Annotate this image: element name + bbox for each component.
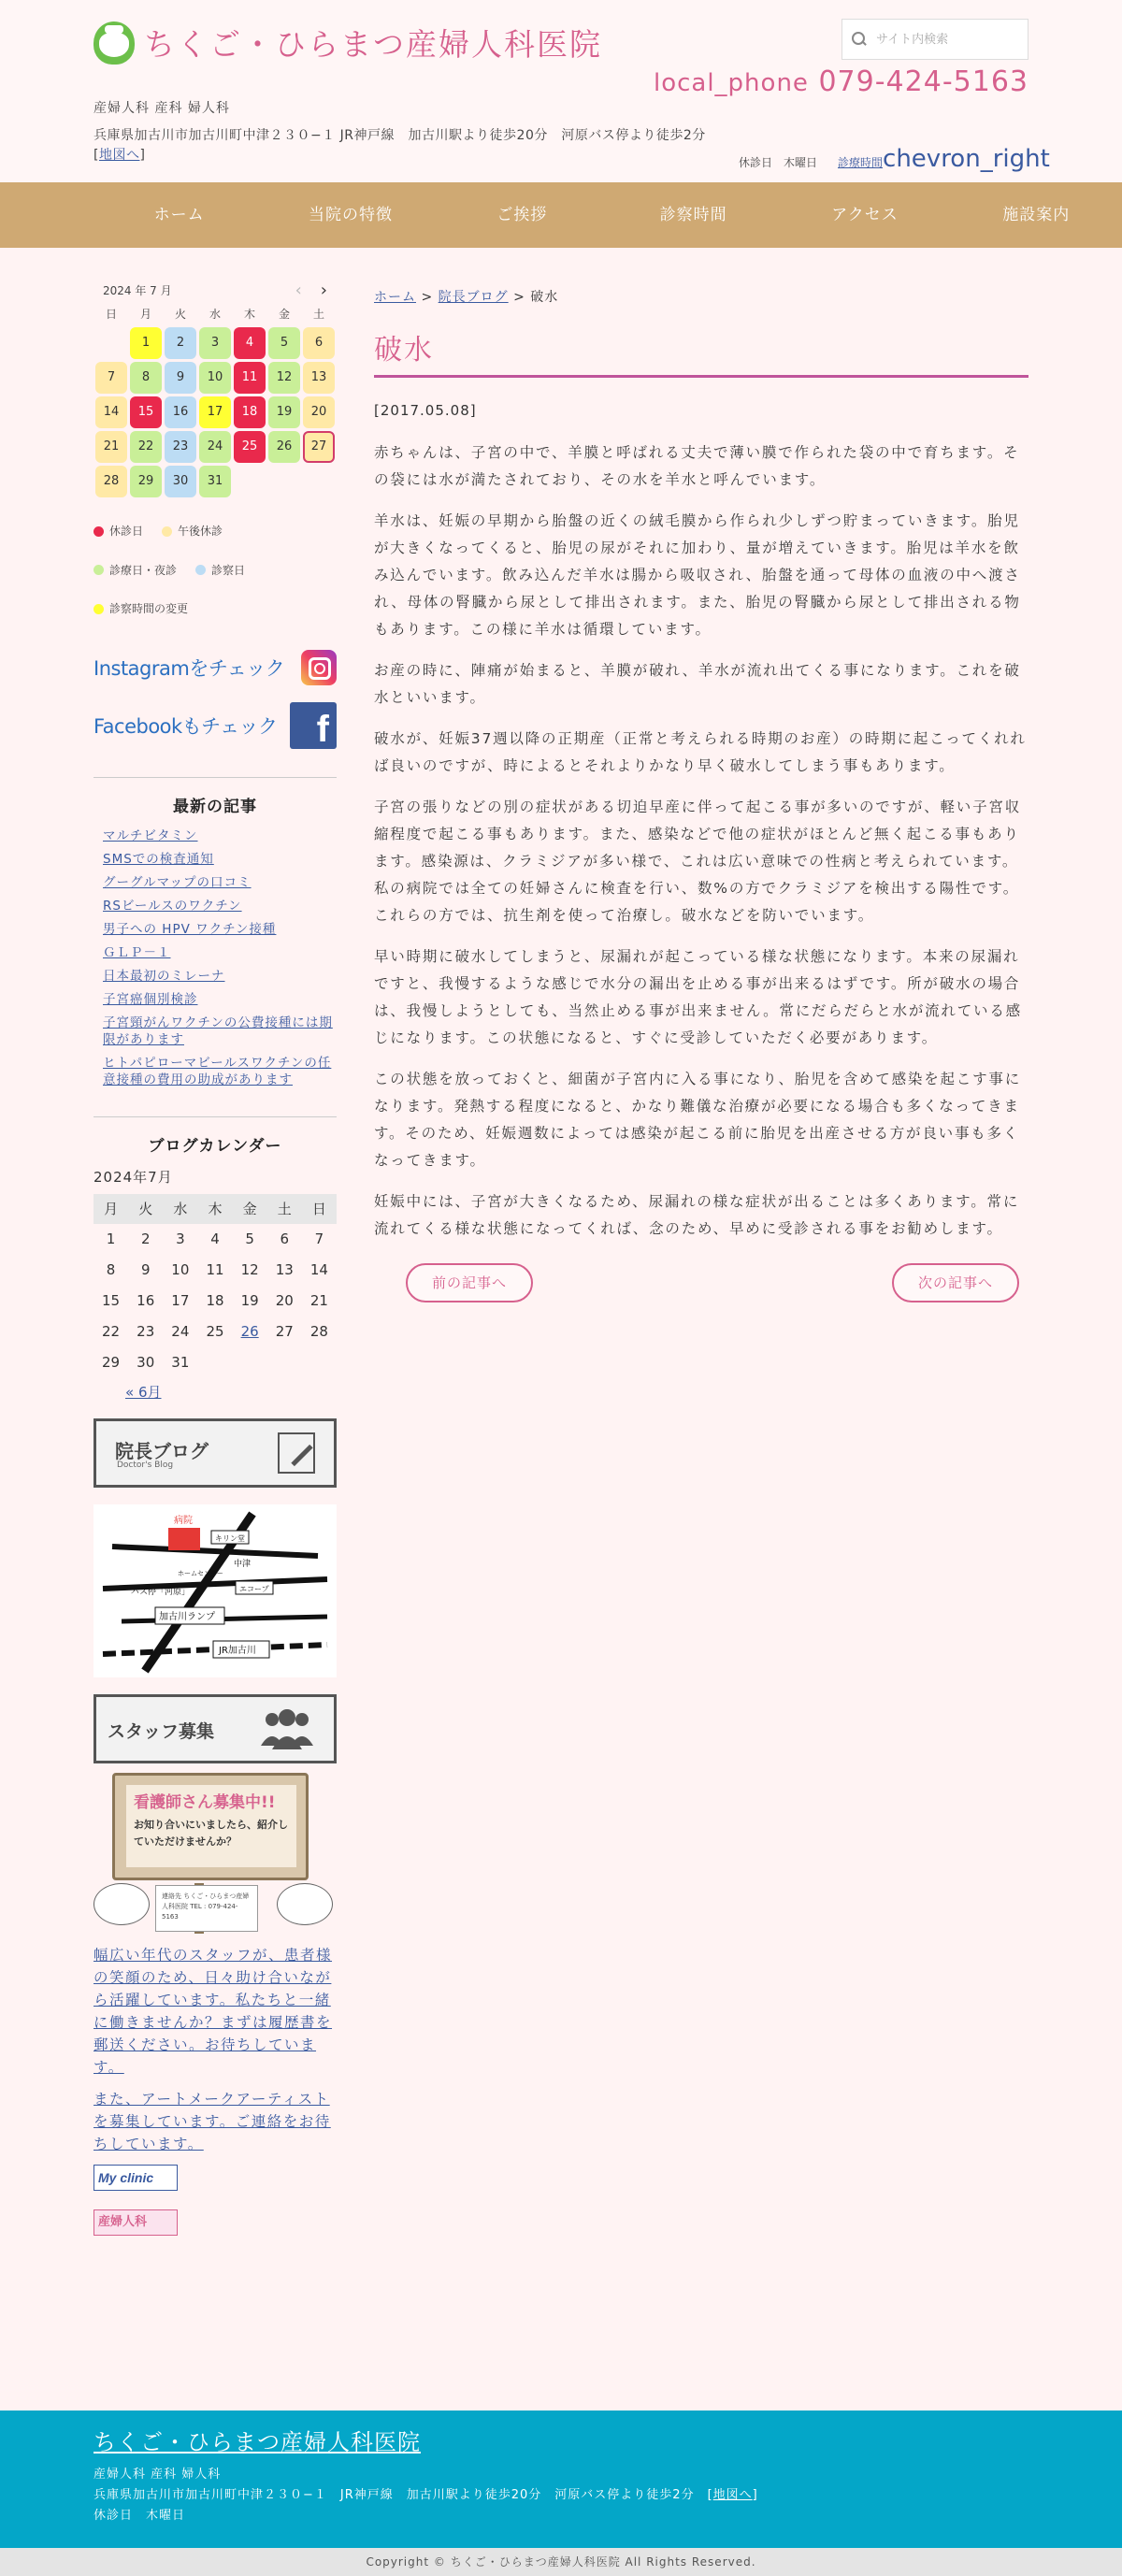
blog-calendar-day: 22 bbox=[102, 1323, 121, 1340]
calendar-day[interactable]: 29 bbox=[130, 466, 162, 497]
blog-calendar-day: 6 bbox=[280, 1230, 290, 1247]
sheep-illustration bbox=[94, 1883, 150, 1925]
calendar-weekday: 水 bbox=[209, 308, 221, 321]
post-paragraph: 早い時期に破水してしまうと、尿漏れが起こっている様な状態になります。本来の尿漏れですと、我慢するような感じで水分の漏出を止める事が出来るはずです。所が破水の場合は、我慢しようとしても、当然止める事が出来ません。常にだらだらと水が流れている感じになります。この状態になると、すぐに受診していただく必要があります。 bbox=[374, 948, 1022, 1046]
map-label-ramp: 加古川ランプ bbox=[159, 1611, 215, 1622]
calendar-day[interactable]: 12 bbox=[268, 362, 300, 394]
calendar-day[interactable]: 4 bbox=[234, 327, 266, 359]
calendar-weekday: 土 bbox=[312, 308, 324, 321]
instagram-link[interactable] bbox=[94, 650, 337, 685]
recent-post-item bbox=[103, 851, 337, 868]
calendar-day[interactable]: 21 bbox=[95, 431, 127, 463]
legend-dot-icon bbox=[162, 526, 172, 537]
site-logo[interactable] bbox=[94, 21, 602, 65]
recent-post-link[interactable]: RSビールスのワクチン bbox=[103, 898, 242, 914]
footer-address: 兵庫県加古川市加古川町中津２３０−１ JR神戸線 加古川駅より徒歩20分 河原バス停より徒歩2分 [地図へ] bbox=[94, 2488, 758, 2502]
nav-access[interactable]: アクセス bbox=[831, 206, 899, 224]
divider bbox=[94, 1116, 337, 1117]
post-paragraph: 子宮の張りなどの別の症状がある切迫早産に伴って起こる事が多いのですが、軽い子宮収縮程度で起こる事もあります。また、感染などで他の症状がほとんど無く起こる事もあります。感染源は、クラミジアが多い様で、これは広い意味での性病と考えられています。私の病院では全ての妊婦さんに検査を行い、数%の方でクラミジアを検出する陽性です。これらの方では、抗生剤を使って治療し。破水などを防いでいます。 bbox=[374, 799, 1022, 924]
blog-calendar-day: 21 bbox=[309, 1292, 328, 1309]
post-date: [2017.05.08] bbox=[374, 402, 477, 419]
chevron-right-icon[interactable]: chevron_right bbox=[883, 145, 1050, 173]
legend-item bbox=[162, 512, 223, 550]
breadcrumb-current: 破水 bbox=[530, 290, 559, 305]
recent-post-link[interactable]: 日本最初のミレーナ bbox=[103, 968, 225, 984]
recent-post-item bbox=[103, 898, 337, 914]
blog-calendar-day: 14 bbox=[309, 1261, 328, 1278]
blog-calendar-weekday: 月 bbox=[94, 1194, 128, 1224]
legend-label: 診察時間の変更 bbox=[109, 602, 189, 615]
breadcrumb-separator: > bbox=[421, 290, 434, 305]
site-header bbox=[0, 0, 1122, 182]
recent-post-item bbox=[103, 968, 337, 985]
recent-posts-list bbox=[94, 827, 337, 1088]
staff-recruit-link[interactable]: 幅広い年代のスタッフが、患者様の笑顔のため、日々助け合いながら活躍しています。私たちと一緒に働きませんか？まずは履歴書を郵送ください。お待ちしています。 bbox=[94, 1946, 333, 2076]
header-subtitle: 産婦人科 産科 婦人科 bbox=[94, 101, 230, 116]
calendar-weekday: 日 bbox=[105, 308, 117, 321]
myclinic-banner[interactable]: My clinic bbox=[94, 2165, 178, 2191]
recent-post-item bbox=[103, 991, 337, 1008]
post-paragraph: 赤ちゃんは、子宮の中で、羊膜と呼ばれる丈夫で薄い膜で作られた袋の中で育ちます。その袋には水が満たされており、その水を羊水と呼んでいます。 bbox=[374, 444, 1020, 488]
map-label-ecoop: エコープ bbox=[239, 1584, 269, 1593]
blog-calendar-day bbox=[197, 1347, 232, 1378]
blog-calendar-day: 27 bbox=[275, 1323, 294, 1340]
blog-calendar-prev-link[interactable]: « 6月 bbox=[125, 1383, 162, 1401]
map-label-nakatsu: 中津 bbox=[234, 1559, 252, 1569]
blog-calendar-day: 9 bbox=[140, 1261, 151, 1278]
blog-calendar-day: 17 bbox=[171, 1292, 190, 1309]
calendar-day[interactable]: 31 bbox=[199, 466, 231, 497]
calendar-day[interactable]: 17 bbox=[199, 396, 231, 428]
post-pager bbox=[374, 1263, 1028, 1302]
staff-banner-title: スタッフ募集 bbox=[108, 1720, 215, 1742]
address-text: 兵庫県加古川市加古川町中津２３０−１ JR神戸線 加古川駅より徒歩20分 河原バス停より徒歩2分 bbox=[94, 128, 706, 143]
post-paragraph: 妊娠中には、子宮が大きくなるため、尿漏れの様な症状が出ることは多くあります。常に流れてくる様な状態になってくれば、念のため、早めに受診される事をお勧めします。 bbox=[374, 1193, 1020, 1237]
blog-calendar-weekday: 日 bbox=[302, 1194, 337, 1224]
blog-calendar-day: 29 bbox=[102, 1354, 121, 1371]
recent-post-item bbox=[103, 1015, 337, 1048]
legend-dot-icon bbox=[195, 565, 206, 575]
blog-calendar-weekday: 木 bbox=[197, 1194, 232, 1224]
calendar-day[interactable]: 8 bbox=[130, 362, 162, 394]
calendar-day[interactable]: 16 bbox=[165, 396, 196, 428]
blog-calendar-day-link[interactable]: 26 bbox=[240, 1323, 259, 1340]
legend-item bbox=[94, 552, 177, 589]
access-map-banner[interactable] bbox=[94, 1504, 337, 1677]
calendar-empty bbox=[303, 466, 335, 497]
calendar-day[interactable]: 3 bbox=[199, 327, 231, 359]
blog-calendar-day bbox=[233, 1347, 267, 1378]
calendar-day[interactable]: 22 bbox=[130, 431, 162, 463]
calendar-weekday: 火 bbox=[174, 308, 186, 321]
calendar-day[interactable]: 18 bbox=[234, 396, 266, 428]
calendar-day[interactable]: 2 bbox=[165, 327, 196, 359]
nav-hours[interactable]: 診察時間 bbox=[659, 206, 727, 224]
calendar-day[interactable]: 27 bbox=[303, 431, 335, 463]
recent-post-link[interactable]: マルチビタミン bbox=[103, 827, 198, 843]
blog-banner-subtitle: Doctor's Blog bbox=[117, 1460, 174, 1470]
breadcrumb-separator: > bbox=[513, 290, 525, 305]
blog-calendar-day: 12 bbox=[240, 1261, 259, 1278]
calendar-weekday: 金 bbox=[278, 308, 290, 321]
instagram-label: Instagramをチェック bbox=[94, 656, 285, 680]
blog-calendar-day: 20 bbox=[275, 1292, 294, 1309]
map-label-homecenter: ホームセンター bbox=[178, 1569, 223, 1577]
blog-calendar-day: 23 bbox=[137, 1323, 155, 1340]
recent-post-item bbox=[103, 944, 337, 961]
legend-item bbox=[94, 512, 143, 550]
nav-home[interactable]: ホーム bbox=[153, 206, 205, 224]
blog-calendar-day: 3 bbox=[176, 1230, 185, 1247]
calendar-empty bbox=[268, 466, 300, 497]
divider bbox=[94, 777, 337, 778]
hours-link[interactable]: 診療時間 bbox=[838, 156, 884, 169]
map-label-kirindo: キリン堂 bbox=[215, 1533, 245, 1543]
calendar-day[interactable]: 25 bbox=[234, 431, 266, 463]
footer-address-text: 兵庫県加古川市加古川町中津２３０−１ JR神戸線 加古川駅より徒歩20分 河原バス停より徒歩2分 bbox=[94, 2488, 695, 2502]
next-post-button[interactable]: 次の記事へ bbox=[892, 1263, 1019, 1302]
search-input[interactable] bbox=[876, 33, 1016, 47]
calendar-day[interactable]: 24 bbox=[199, 431, 231, 463]
blog-calendar-day: 19 bbox=[240, 1292, 259, 1309]
instagram-icon bbox=[301, 650, 337, 685]
blog-calendar-day: 5 bbox=[245, 1230, 254, 1247]
footer-map-link[interactable]: 地図へ bbox=[712, 2488, 753, 2502]
staff-recruit-banner[interactable] bbox=[94, 1694, 337, 1763]
site-search[interactable] bbox=[842, 19, 1028, 60]
breadcrumb-home[interactable]: ホーム bbox=[374, 290, 416, 305]
post-title: 破水 bbox=[374, 326, 1028, 378]
legend-label: 休診日 bbox=[109, 525, 144, 538]
calendar-day[interactable]: 11 bbox=[234, 362, 266, 394]
search-icon bbox=[852, 32, 867, 47]
copyright: Copyright © ちくご・ひらまつ産婦人科医院 All Rights Reserved. bbox=[0, 2548, 1122, 2576]
calendar-day[interactable]: 23 bbox=[165, 431, 196, 463]
mini-calendar-grid bbox=[94, 304, 337, 497]
phone-icon: local_phone bbox=[653, 69, 809, 97]
blog-calendar-weekday: 土 bbox=[267, 1194, 302, 1224]
map-link[interactable]: 地図へ bbox=[98, 148, 140, 163]
phone-text: 079-424-5163 bbox=[818, 65, 1028, 98]
calendar-empty bbox=[234, 466, 266, 497]
logo-icon bbox=[94, 22, 135, 65]
footer-holiday: 休診日 木曜日 bbox=[94, 2509, 186, 2523]
recent-post-item bbox=[103, 1055, 337, 1088]
blog-banner-title: 院長ブログ bbox=[115, 1439, 209, 1462]
legend-label: 午後休診 bbox=[178, 525, 223, 538]
calendar-weekday: 月 bbox=[139, 308, 151, 321]
calendar-empty bbox=[95, 327, 127, 359]
blog-calendar-day: 31 bbox=[171, 1354, 190, 1371]
post-paragraph: 破水が、妊娠37週以降の正期産（正常と考えられる時期のお産）の時期に起こってくれれば良いのですが、時によるとそれよりかなり早く破水してしまう事もあります。 bbox=[374, 730, 1027, 774]
footer-subtitle: 産婦人科 産科 婦人科 bbox=[94, 2468, 222, 2482]
calendar-day[interactable]: 30 bbox=[165, 466, 196, 497]
blog-calendar-day: 16 bbox=[137, 1292, 155, 1309]
blog-calendar-day bbox=[302, 1347, 337, 1378]
blog-calendar-day: 24 bbox=[171, 1323, 190, 1340]
calendar-day[interactable]: 15 bbox=[130, 396, 162, 428]
blog-calendar-day bbox=[267, 1347, 302, 1378]
pen-icon bbox=[278, 1432, 315, 1474]
blog-calendar-day: 11 bbox=[206, 1261, 224, 1278]
nurse-sign bbox=[112, 1773, 309, 1880]
footer-title[interactable]: ちくご・ひらまつ産婦人科医院 bbox=[94, 2429, 421, 2455]
staff-recruit-text bbox=[94, 1944, 337, 2155]
facebook-label: Facebookもチェック bbox=[94, 714, 278, 738]
recent-posts-heading: 最新の記事 bbox=[173, 797, 257, 816]
blog-calendar-weekday: 火 bbox=[128, 1194, 163, 1224]
calendar-day[interactable]: 10 bbox=[199, 362, 231, 394]
blog-calendar-day: 7 bbox=[314, 1230, 324, 1247]
blog-calendar-weekday: 金 bbox=[233, 1194, 267, 1224]
map-illustration bbox=[94, 1504, 337, 1677]
blog-calendar-day: 30 bbox=[137, 1354, 155, 1371]
blog-calendar-day: 18 bbox=[206, 1292, 224, 1309]
post-body bbox=[374, 439, 1028, 1243]
recent-post-link[interactable]: 子宮頸がんワクチンの公費接種には期限があります bbox=[103, 1015, 333, 1047]
legend-dot-icon bbox=[94, 565, 104, 575]
calendar-next-icon[interactable]: › bbox=[320, 280, 327, 300]
recent-post-link[interactable]: 男子への HPV ワクチン接種 bbox=[103, 921, 277, 937]
map-label-hospital: 病院 bbox=[174, 1515, 193, 1526]
blog-calendar-day: 1 bbox=[106, 1230, 116, 1247]
post-paragraph: お産の時に、陣痛が始まると、羊膜が破れ、羊水が流れ出てくる事になります。これを破水といいます。 bbox=[374, 662, 1021, 706]
header-address: 兵庫県加古川市加古川町中津２３０−１ JR神戸線 加古川駅より徒歩20分 河原バス停より徒歩2分 [地図へ] bbox=[94, 128, 706, 163]
legend-dot-icon bbox=[94, 526, 104, 537]
blog-calendar-table bbox=[94, 1194, 337, 1378]
legend-item bbox=[195, 552, 245, 589]
blog-calendar-weekday: 水 bbox=[163, 1194, 197, 1224]
calendar-day[interactable]: 7 bbox=[95, 362, 127, 394]
mini-calendar-header bbox=[94, 276, 337, 304]
calendar-day[interactable]: 13 bbox=[303, 362, 335, 394]
recent-post-link[interactable]: グーグルマップの口コミ bbox=[103, 874, 252, 890]
calendar-day[interactable]: 20 bbox=[303, 396, 335, 428]
holiday-text: 休診日 木曜日 bbox=[739, 156, 818, 169]
nurse-contact-card: 連絡先 ちくご・ひらまつ産婦人科医院 TEL : 079-424-5163 bbox=[155, 1885, 258, 1932]
post-paragraph: 羊水は、妊娠の早期から胎盤の近くの絨毛膜から作られ少しずつ貯まっていきます。胎児が大きくなってくると、胎児の尿がそれに加わり、量が増えていきます。胎児は羊水を飲み込んでいます。飲み込んだ羊水は腸から吸収され、胎盤を通って母体の血液の中へ渡され、母体の腎臓から尿として排出されます。また、胎児の腎臓から尿として排出される物もあります。この様に羊水は循環しています。 bbox=[374, 512, 1021, 638]
calendar-weekday: 木 bbox=[243, 308, 255, 321]
facebook-icon: f bbox=[290, 702, 337, 749]
blog-calendar-day: 10 bbox=[171, 1261, 190, 1278]
nav-features[interactable]: 当院の特徴 bbox=[308, 206, 393, 224]
breadcrumb bbox=[374, 287, 1028, 306]
site-title[interactable]: ちくご・ひらまつ産婦人科医院 bbox=[144, 26, 602, 63]
calendar-day[interactable]: 19 bbox=[268, 396, 300, 428]
phone-number[interactable] bbox=[654, 65, 1028, 98]
recent-post-link[interactable]: 子宮癌個別検診 bbox=[103, 991, 198, 1007]
post-content bbox=[374, 276, 1028, 2236]
blog-calendar-day: 25 bbox=[206, 1323, 224, 1340]
blog-calendar-day: 8 bbox=[106, 1261, 116, 1278]
recent-post-item bbox=[103, 827, 337, 844]
main-area bbox=[0, 248, 1122, 2236]
nav-greeting[interactable]: ご挨拶 bbox=[496, 206, 548, 224]
calendar-day[interactable]: 5 bbox=[268, 327, 300, 359]
people-icon bbox=[259, 1708, 315, 1749]
recent-post-item bbox=[103, 921, 337, 938]
legend-label: 診察日 bbox=[211, 563, 246, 577]
calendar-day[interactable]: 26 bbox=[268, 431, 300, 463]
blog-calendar-day: 4 bbox=[210, 1230, 220, 1247]
recent-post-link[interactable]: SMSでの検査通知 bbox=[103, 851, 214, 867]
legend-dot-icon bbox=[94, 604, 104, 614]
blog-calendar-day: 15 bbox=[102, 1292, 121, 1309]
blog-calendar-day: 13 bbox=[275, 1261, 294, 1278]
doctor-blog-banner[interactable] bbox=[94, 1418, 337, 1488]
recent-post-link[interactable]: ＧＬＰ－１ bbox=[103, 944, 171, 960]
calendar-legend bbox=[94, 512, 337, 629]
map-label-bus: バス停「河原」 bbox=[131, 1587, 191, 1597]
obgyn-navi-banner[interactable]: 産婦人科 bbox=[94, 2209, 178, 2236]
recent-post-item bbox=[103, 874, 337, 891]
calendar-day[interactable]: 14 bbox=[95, 396, 127, 428]
site-footer bbox=[0, 2411, 1122, 2548]
calendar-day[interactable]: 9 bbox=[165, 362, 196, 394]
blog-calendar-caption: 2024年7月 bbox=[94, 1168, 173, 1186]
nurse-banner-title: 看護師さん募集中!! bbox=[134, 1792, 276, 1812]
facebook-link[interactable] bbox=[94, 702, 337, 749]
blog-calendar-day: 28 bbox=[309, 1323, 328, 1340]
blog-calendar-day[interactable] bbox=[233, 1317, 267, 1347]
global-nav bbox=[0, 182, 1122, 248]
map-label-jr: JR加古川 bbox=[219, 1645, 256, 1656]
sheep-illustration bbox=[277, 1883, 333, 1925]
breadcrumb-blog[interactable]: 院長ブログ bbox=[438, 290, 509, 305]
legend-item bbox=[94, 590, 188, 627]
calendar-day[interactable]: 28 bbox=[95, 466, 127, 497]
recent-post-link[interactable]: ヒトパピローマビールスワクチンの任意接種の費用の助成があります bbox=[103, 1055, 332, 1087]
blog-calendar-heading: ブログカレンダー bbox=[148, 1136, 282, 1156]
sidebar bbox=[94, 276, 337, 2236]
calendar-day[interactable]: 6 bbox=[303, 327, 335, 359]
artmake-recruit-link[interactable]: また、アートメークアーティストを募集しています。ご連絡をお待ちしています。 bbox=[94, 2090, 331, 2152]
post-paragraph: この状態を放っておくと、細菌が子宮内に入る事になり、胎児を含めて感染を起こす事になります。発熱する程度になると、かなり難儀な治療が必要になる場合も多くなってきます。そのため、妊娠週数によっては感染が起こる前に胎児を出産させる方が良い事も多くなってきます。 bbox=[374, 1071, 1022, 1169]
nurse-banner-text: お知り合いにいましたら、紹介していただけませんか？ bbox=[134, 1818, 288, 1848]
legend-label: 診療日・夜診 bbox=[109, 563, 178, 577]
calendar-day[interactable]: 1 bbox=[130, 327, 162, 359]
nurse-recruit-banner[interactable] bbox=[94, 1763, 337, 1936]
calendar-prev-icon[interactable]: ‹ bbox=[295, 280, 302, 300]
nav-facilities[interactable]: 施設案内 bbox=[1002, 206, 1071, 224]
prev-post-button[interactable]: 前の記事へ bbox=[406, 1263, 533, 1302]
blog-calendar-day: 2 bbox=[140, 1230, 151, 1247]
mini-calendar-title: 2024 年 7 月 bbox=[103, 283, 172, 297]
header-holiday-row bbox=[739, 145, 1050, 173]
